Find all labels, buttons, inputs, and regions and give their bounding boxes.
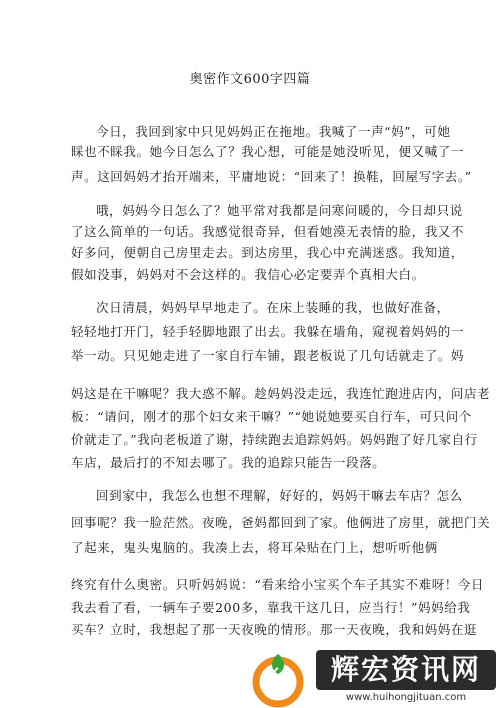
text-line: 哦，妈妈今日怎么了？她平常对我都是问寒问暖的，今日却只说 [96,203,463,218]
text-line: 价就走了。”我向老板道了谢，持续跑去追踪妈妈。妈妈跑了好几家自行 [71,432,478,447]
text-line: 声。这回妈妈才抬开端来，平庸地说：“回来了！换鞋，回屋写字去。” [71,169,472,184]
text-line: 了起来，鬼头鬼脑的。我凑上去，将耳朵贴在门上，想听听他俩 [71,540,438,555]
text-line: 次日清晨，妈妈早早地走了。在床上装睡的我，也做好准备， [96,300,450,315]
watermark-brand: 辉宏资讯网 [316,650,496,690]
text-line: 板：“请问，刚才的那个妇女来干嘛？”“她说她要买自行车，可只问个 [71,409,472,424]
text-line: 买车？立时，我想起了那一天夜晚的情形。那一天夜晚，我和妈妈在逛 [71,622,478,637]
text-line: 我去看了看，一辆车子要200多，靠我干这几日，应当行！”妈妈给我 [71,600,471,615]
text-line: 好多问，便朝自己房里走去。到达房里，我心中充满迷惑。我知道， [71,245,465,260]
text-line: 今日，我回到家中只见妈妈正在拖地。我喊了一声“妈”，可她 [96,124,451,139]
watermark [238,642,500,708]
text-line: 睬也不睬我。她今日怎么了？我心想，可能是她没听见，便又喊了一 [71,144,465,159]
text-line: 回事呢？我一脸茫然。夜晚，爸妈都回到了家。他俩进了房里，就把门关 [71,515,491,530]
text-line: 回到家中，我怎么也想不理解，好好的，妈妈干嘛去车店？怎么 [96,488,463,503]
text-line: 举一动。只见她走进了一家自行车铺，跟老板说了几句话就走了。妈 [71,348,465,363]
document-title: 奥密作文600字四篇 [189,72,311,87]
text-line: 车店，最后打的不知去哪了。我的追踪只能告一段落。 [71,455,386,470]
logo-icon [248,648,308,708]
text-line: 终究有什么奥密。只听妈妈说：“看来给小宝买个车子其实不难呀！今日 [71,577,485,592]
text-line: 妈这是在干嘛呢？我大惑不解。趁妈妈没走远，我连忙跑进店内，问店老 [71,386,491,401]
text-line: 轻轻地打开门，轻手轻脚地跟了出去。我躲在墙角，窥视着妈妈的一 [71,324,465,339]
text-line: 了这么简单的一句话。我感觉很奇异，但看她漠无表情的脸，我又不 [71,224,465,239]
watermark-url: www.huihongjituan.com [345,692,467,703]
text-line: 假如没事，妈妈对不会这样的。我信心必定要弄个真相大白。 [71,267,425,282]
